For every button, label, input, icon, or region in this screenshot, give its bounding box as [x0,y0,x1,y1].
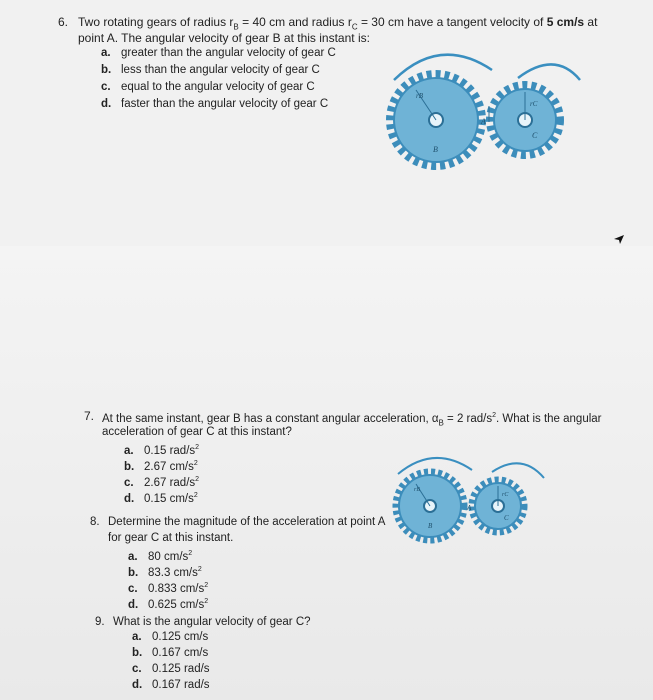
option-c[interactable]: c. 2.67 rad/$s^2$ [124,476,200,489]
option-b[interactable]: b. 0.167 cm/s [132,647,209,659]
option-a[interactable]: a. 0.15 rad/$s^2$ [124,444,200,457]
gear-diagram-2 [388,448,553,558]
gear-diagram-1 [380,40,595,180]
rotation-arrow-c [492,463,544,478]
radius-c-label: rC [530,100,538,108]
question-stem-line2: for gear C at this instant. [108,532,234,544]
question-number: 8. [90,516,100,528]
question-stem-line1: At the same instant, gear B has a constant angular acceleration, $\alpha_B = 2$ rad/$s^2$. What is the angular [102,412,602,428]
question-stem-line1: Two rotating gears of radius $r_B = 40$ cm and radius $r_C = 30$ cm have a tangent velocity of 5 cm/s at [78,15,598,32]
question-stem-line1: Determine the magnitude of the acceleration at point A [108,516,386,528]
gear-c-label: C [532,131,538,140]
gear-c-label: C [504,514,509,522]
option-b[interactable]: b. 2.67 $cm/s^2$ [124,460,198,473]
radius-c-label: rC [502,492,509,498]
option-a[interactable]: a. greater than the angular velocity of gear C [101,47,336,59]
question-number: 7. [84,409,95,423]
option-b[interactable]: b. 83.3 $cm/s^2$ [128,566,202,579]
question-number: 6. [58,15,69,29]
option-d[interactable]: d. 0.625 $cm/s^2$ [128,598,209,611]
option-d[interactable]: d. faster than the angular velocity of gear C [101,98,329,110]
rotation-arrow-b [394,55,492,80]
option-c[interactable]: c. equal to the angular velocity of gear C [101,81,315,93]
question-stem-line1: What is the angular velocity of gear C? [113,616,311,628]
option-d[interactable]: d. 0.15 $cm/s^2$ [124,492,198,505]
question-number: 9. [95,616,105,628]
mouse-cursor-icon [613,233,625,245]
option-c[interactable]: c. 0.833 $cm/s^2$ [128,582,209,595]
rotation-arrow-c [518,64,580,80]
page-bottom [0,246,653,700]
question-stem-line2: point A. The angular velocity of gear B at this instant is: [78,31,370,45]
point-a-label: A [481,117,486,126]
radius-b-label: rB [416,92,423,100]
question-stem-line2: acceleration of gear C at this instant? [102,426,292,438]
option-a[interactable]: a. 0.125 cm/s [132,631,209,643]
gear-b-label: B [433,145,438,154]
gear-b-label: B [428,522,433,530]
option-a[interactable]: a. 80 $cm/s^2$ [128,550,193,563]
option-b[interactable]: b. less than the angular velocity of gear C [101,64,320,76]
point-a-label: A [467,504,472,512]
page-top [0,0,653,246]
option-d[interactable]: d. 0.167 rad/s [132,679,210,691]
radius-b-label: rB [414,487,420,493]
option-c[interactable]: c. 0.125 rad/s [132,663,210,675]
